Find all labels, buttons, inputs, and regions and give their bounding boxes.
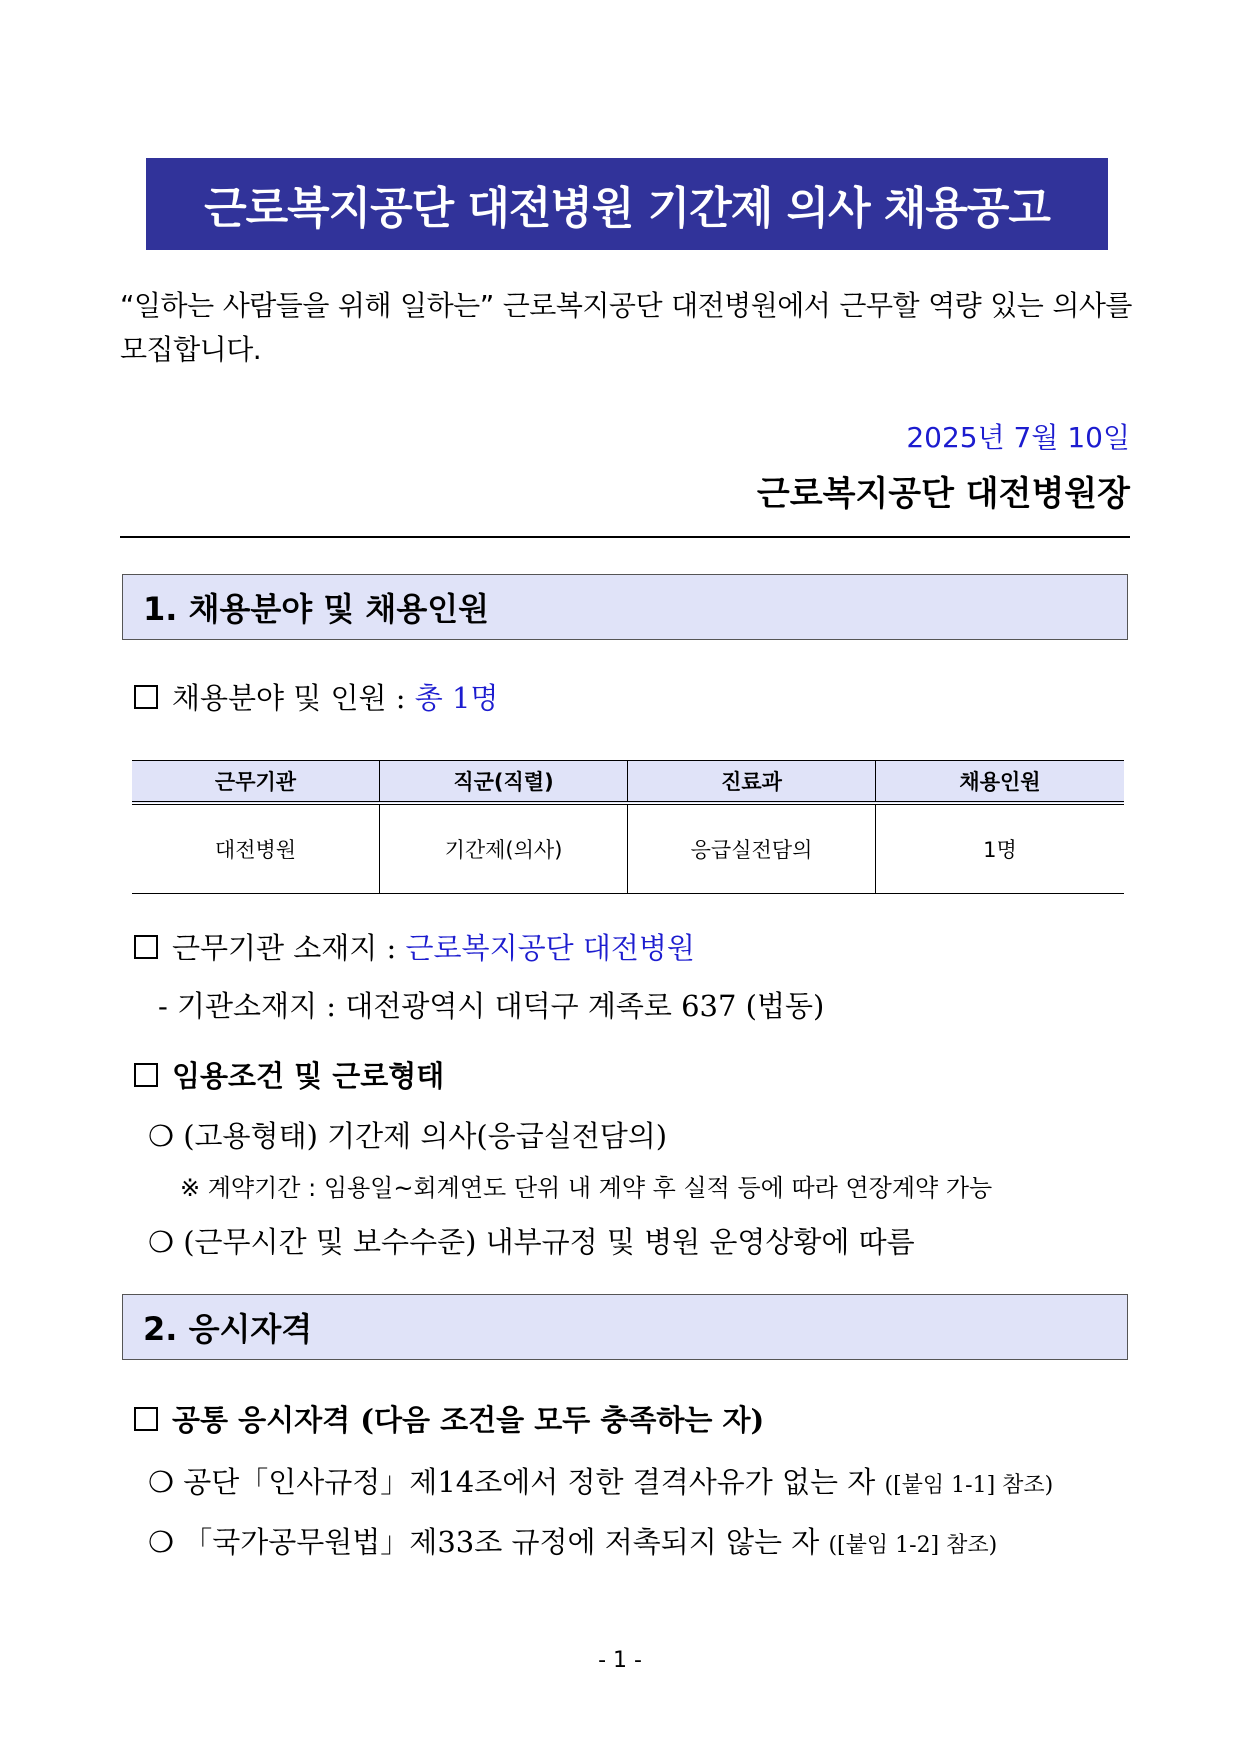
- page-number: - 1 -: [598, 1648, 642, 1673]
- section-2-heading: [122, 1294, 1128, 1360]
- address-line: - 기관소재지 : 대전광역시 대덕구 계족로 637 (법동): [158, 989, 825, 1023]
- recruit-field-value: 총 1명: [414, 681, 499, 715]
- qualification-ref: ([붙임 1-2] 참조): [828, 1533, 998, 1558]
- table-header-cell: 채용인원: [876, 761, 1125, 804]
- intro-text: “일하는 사람들을 위해 일하는” 근로복지공단 대전병원에서 근무할 역량 있는 의사를 모집합니다.: [120, 289, 1132, 366]
- condition-item: [148, 1114, 667, 1155]
- qualification-text: 공단「인사규정」제14조에서 정한 결격사유가 없는 자: [183, 1465, 876, 1499]
- qualification-item: [148, 1520, 997, 1561]
- issuer-name: 근로복지공단 대전병원장: [756, 474, 1130, 514]
- recruit-table: [132, 760, 1124, 894]
- qualification-ref: ([붙임 1-1] 참조): [884, 1473, 1054, 1498]
- table-header-row: [132, 761, 1124, 804]
- notice-title: 근로복지공단 대전병원 기간제 의사 채용공고: [146, 158, 1108, 250]
- table-header-cell: 직군(직렬): [380, 761, 628, 804]
- location-value: 근로복지공단 대전병원: [405, 931, 695, 965]
- condition-item: [148, 1220, 915, 1261]
- circle-bullet-icon: ❍: [148, 1119, 174, 1153]
- recruit-field-label: 채용분야 및 인원 :: [172, 681, 406, 715]
- conditions-heading: 임용조건 및 근로형태: [172, 1059, 445, 1093]
- notice-date: 2025년 7월 10일: [906, 421, 1130, 454]
- table-cell: 응급실전담의: [628, 803, 876, 894]
- contract-note: ※ 계약기간 : 임용일~회계연도 단위 내 계약 후 실적 등에 따라 연장계약 가능: [180, 1174, 993, 1202]
- location-label: 근무기관 소재지 :: [172, 931, 397, 965]
- qualification-item: [148, 1460, 1053, 1501]
- checkbox-square-icon: [134, 685, 158, 709]
- divider: [120, 536, 1130, 538]
- conditions-heading-line: [134, 1054, 444, 1095]
- location-line: [134, 926, 695, 967]
- recruit-field-line: [134, 676, 498, 717]
- checkbox-square-icon: [134, 1063, 158, 1087]
- table-row: [132, 803, 1124, 894]
- table-cell: 1명: [876, 803, 1125, 894]
- table-header-cell: 근무기관: [132, 761, 380, 804]
- common-qualification-line: [134, 1398, 764, 1439]
- circle-bullet-icon: ❍: [148, 1225, 174, 1259]
- condition-text: (근무시간 및 보수수준) 내부규정 및 병원 운영상황에 따름: [183, 1225, 915, 1259]
- table-cell: 기간제(의사): [380, 803, 628, 894]
- qualification-text: 「국가공무원법」제33조 규정에 저촉되지 않는 자: [183, 1525, 820, 1559]
- circle-bullet-icon: ❍: [148, 1465, 174, 1499]
- checkbox-square-icon: [134, 1407, 158, 1431]
- condition-text: (고용형태) 기간제 의사(응급실전담의): [183, 1119, 668, 1153]
- table-header-cell: 진료과: [628, 761, 876, 804]
- section-1-heading: [122, 574, 1128, 640]
- common-qualification-heading: 공통 응시자격 (다음 조건을 모두 충족하는 자): [172, 1403, 765, 1437]
- table-cell: 대전병원: [132, 803, 380, 894]
- section-2-heading-text: 2. 응시자격: [143, 1310, 313, 1348]
- section-1-heading-text: 1. 채용분야 및 채용인원: [143, 590, 490, 628]
- circle-bullet-icon: ❍: [148, 1525, 174, 1559]
- checkbox-square-icon: [134, 935, 158, 959]
